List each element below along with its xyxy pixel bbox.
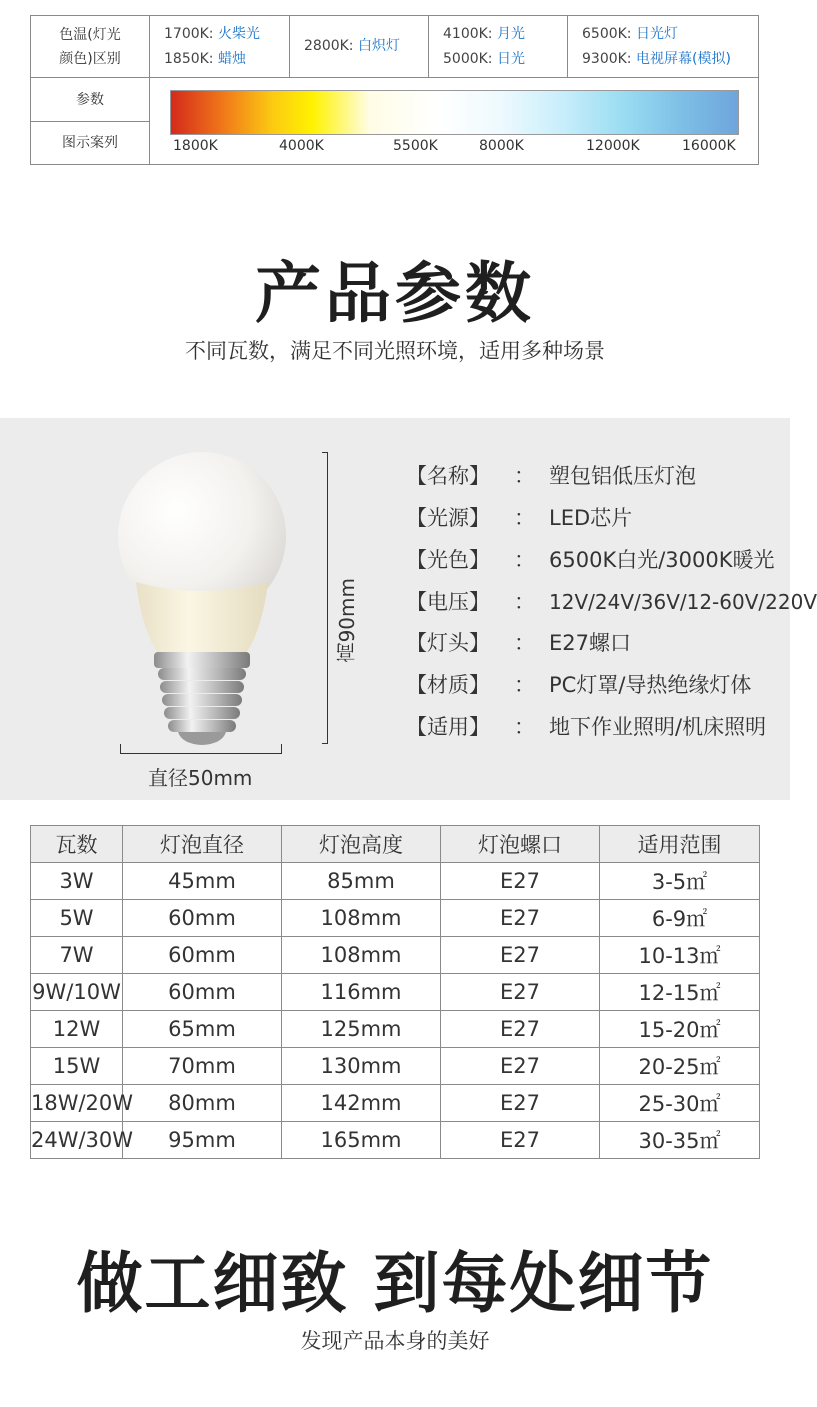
table-cell: 15-20㎡ [600,1011,760,1048]
table-header-row [31,826,760,863]
table-row [31,974,760,1011]
bulb-neck [154,652,250,668]
bulb-screw-base [158,668,246,745]
diameter-dimension-line [120,744,282,754]
light-source-name: 蜡烛 [217,50,246,67]
color-temp-label: 色温(灯光 颜色)区别 [59,26,121,67]
column-header-base: 灯泡螺口 [441,826,600,863]
spec-value: PC灯罩/导热绝缘灯体 [549,673,752,697]
light-source-name: 电视屏幕(模拟) [635,50,731,67]
table-cell: E27 [441,1085,600,1122]
color-temp-group-4 [568,16,758,78]
table-cell: E27 [441,1011,600,1048]
kelvin-tick: 8000K [479,138,524,154]
color-temperature-gradient-bar [170,90,739,135]
table-cell: E27 [441,900,600,937]
table-cell: 85mm [282,863,441,900]
table-cell: 108mm [282,937,441,974]
spec-key: 【光色】 [406,548,490,572]
table-cell: 70mm [123,1048,282,1085]
diagram-label-cell [31,122,150,164]
table-cell: 45mm [123,863,282,900]
color-temp-label-cell [31,16,150,78]
table-cell: 25-30㎡ [600,1085,760,1122]
table-cell: 108mm [282,900,441,937]
table-cell: 116mm [282,974,441,1011]
spec-key: 【材质】 [406,673,490,697]
color-temp-group-1 [150,16,290,78]
table-row [31,1085,760,1122]
parameter-label-cell [31,78,150,122]
kelvin-value: 4100K: [443,25,493,42]
kelvin-tick: 12000K [586,138,640,154]
light-bulb-image [112,452,292,747]
spec-row-application: 【适用】 ： 地下作业照明/机床照明 [406,711,766,741]
table-cell: 3-5㎡ [600,863,760,900]
table-cell: E27 [441,863,600,900]
table-cell: 165mm [282,1122,441,1159]
light-source-name: 火柴光 [217,25,260,42]
diameter-dimension-label: 直径50mm [148,766,253,790]
craftsmanship-title: 做工细致 到每处细节 [76,1245,714,1322]
table-cell: 60mm [123,900,282,937]
spec-value: 塑包铝低压灯泡 [549,464,696,488]
kelvin-value: 1700K: [164,25,214,42]
bulb-collar [136,582,268,656]
table-cell: 24W/30W [31,1122,123,1159]
product-params-subtitle: 不同瓦数，满足不同光照环境，适用多种场景 [185,339,605,363]
table-cell: 80mm [123,1085,282,1122]
table-cell: 125mm [282,1011,441,1048]
table-row [31,937,760,974]
column-header-height: 灯泡高度 [282,826,441,863]
spec-key: 【名称】 [406,464,490,488]
diagram-label: 图示案列 [62,135,118,151]
table-cell: 30-35㎡ [600,1122,760,1159]
bulb-specification-table [30,825,760,1159]
spec-value: 地下作业照明/机床照明 [549,715,767,739]
table-cell: 142mm [282,1085,441,1122]
table-cell: E27 [441,974,600,1011]
product-params-title: 产品参数 [255,255,535,332]
table-row [31,863,760,900]
spec-value: 12V/24V/36V/12-60V/220V [549,590,817,614]
light-source-name: 日光 [496,50,525,67]
table-row [31,1122,760,1159]
spec-row-light-color: 【光色】 ： 6500K白光/3000K暖光 [406,544,775,574]
spec-value: E27螺口 [549,631,631,655]
spec-value: LED芯片 [549,506,633,530]
spec-key: 【灯头】 [406,631,490,655]
light-source-name: 白炽灯 [357,38,400,54]
table-cell: 18W/20W [31,1085,123,1122]
kelvin-value: 9300K: [582,50,632,67]
table-row [31,1048,760,1085]
table-cell: E27 [441,937,600,974]
column-header-wattage: 瓦数 [31,826,123,863]
spec-key: 【光源】 [406,506,490,530]
table-cell: 60mm [123,937,282,974]
height-dimension-line [322,452,328,744]
table-cell: 65mm [123,1011,282,1048]
table-cell: 6-9㎡ [600,900,760,937]
table-cell: E27 [441,1048,600,1085]
craftsmanship-subtitle: 发现产品本身的美好 [300,1329,490,1353]
table-cell: 60mm [123,974,282,1011]
kelvin-value: 2800K: [304,38,354,54]
table-row [31,1011,760,1048]
table-cell: 5W [31,900,123,937]
column-header-coverage: 适用范围 [600,826,760,863]
kelvin-tick: 16000K [682,138,736,154]
kelvin-value: 1850K: [164,50,214,67]
table-row [31,900,760,937]
column-header-diameter: 灯泡直径 [123,826,282,863]
spec-value: 6500K白光/3000K暖光 [549,548,775,572]
table-cell: 12-15㎡ [600,974,760,1011]
table-cell: 95mm [123,1122,282,1159]
table-cell: 130mm [282,1048,441,1085]
table-cell: 3W [31,863,123,900]
spec-row-voltage: 【电压】 ： 12V/24V/36V/12-60V/220V [406,586,817,616]
light-source-name: 月光 [496,25,525,42]
kelvin-tick: 1800K [173,138,218,154]
table-cell: 7W [31,937,123,974]
kelvin-value: 6500K: [582,25,632,42]
color-temp-group-3 [429,16,568,78]
kelvin-value: 5000K: [443,50,493,67]
table-cell: 12W [31,1011,123,1048]
kelvin-tick: 4000K [279,138,324,154]
color-temp-group-2 [290,16,429,78]
table-cell: 10-13㎡ [600,937,760,974]
spec-row-base: 【灯头】 ： E27螺口 [406,627,631,657]
table-cell: 20-25㎡ [600,1048,760,1085]
light-source-name: 日光灯 [635,25,678,42]
spec-key: 【适用】 [406,715,490,739]
spec-row-material: 【材质】 ： PC灯罩/导热绝缘灯体 [406,669,751,699]
kelvin-tick: 5500K [393,138,438,154]
height-dimension-label: 高90mm [335,578,359,663]
table-cell: E27 [441,1122,600,1159]
spec-row-light-source: 【光源】 ： LED芯片 [406,502,632,532]
table-cell: 9W/10W [31,974,123,1011]
spec-key: 【电压】 [406,590,490,614]
spec-row-name: 【名称】 ： 塑包铝低压灯泡 [406,460,696,490]
table-cell: 15W [31,1048,123,1085]
parameter-label: 参数 [76,91,104,108]
